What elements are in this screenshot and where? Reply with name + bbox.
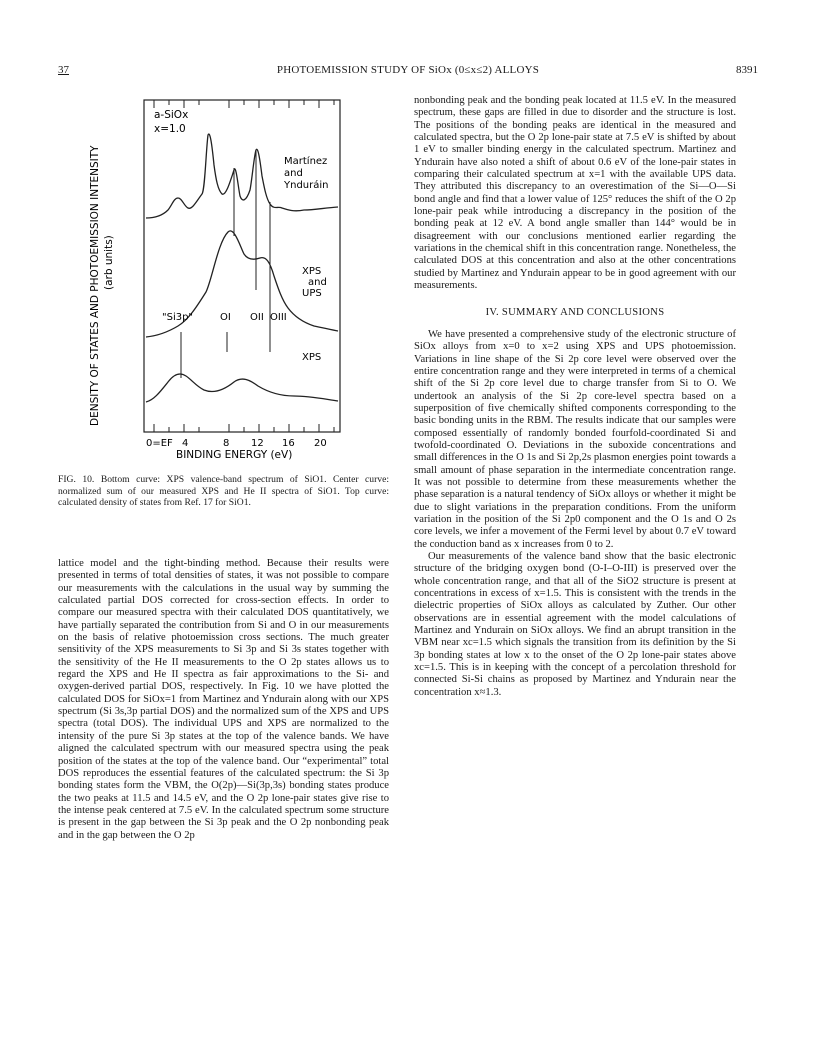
right-column [414,95,736,699]
right-paragraph-continued: nonbonding peak and the bonding peak located at 11.5 eV. In the measured spectrum, these gaps are filled in due to disorder and the structure is lost. The positions of the bonding peaks are identical in the measured and calculated spectra, but the O 2p lone-pair state at 7.5 eV is shifted by about 1 eV to smaller binding energy in the calculated spectrum. Martinez and Yndurain have also noted a shift of about 0.6 eV of the lone-pair states in comparing their calculated spectrum at x=1 with the available UPS data. They attributed this discrepancy to an overestimation of the Si—O—Si bond angle and find that a lower value of 125° reduces the shift of the O 2p lone-pair peak while introducing a discrepancy in the position of the bonding peak at 12 eV. A bond angle smaller than 144° would be in disagreement with our conclusions mentioned earlier regarding the variations in the chemical shift in this concentration range. Nonetheless, the calculated DOS at this concentration and also at the other concentrations studied by Martinez and Yndurain appear to be in good agreement with our measurements. [414,95,736,292]
figure-10 [84,90,354,460]
dos-plot [84,90,354,460]
xtick-4: 4 [182,438,189,449]
label-middle-curve-2: and [308,277,327,288]
page-label: 37 [58,64,69,76]
peak-label-oi: OI [220,312,231,323]
xtick-20: 20 [314,438,327,449]
left-column [58,558,389,842]
xtick-16: 16 [282,438,295,449]
peak-label-si3p: "Si3p" [162,312,194,323]
xtick-8: 8 [223,438,230,449]
label-top-curve-1: Martínez [284,156,328,167]
x-axis-label: BINDING ENERGY (eV) [176,449,293,460]
peak-label-oii: OII [250,312,264,323]
label-bottom-curve: XPS [302,352,322,363]
sample-label: a-SiOx [154,109,189,121]
label-top-curve-3: Ynduráin [284,180,329,191]
peak-markers [181,150,270,378]
section-heading: IV. SUMMARY AND CONCLUSIONS [485,306,665,318]
label-middle-curve-3: UPS [302,288,322,299]
summary-paragraph-1: We have presented a comprehensive study of the electronic structure of SiOx alloys from x=0 to x=2 using XPS and UPS photoemission. Variations in line shape of the Si 2p core level were observed over the entire concentration range and they were interpreted in terms of a chemical shift of the Si 2p core level due to charge transfer from Si to O. We undertook an analysis of the Si 2p core-level spectra based on a superposition of five chemically shifted components corresponding to the basic bonding units in the RBM. The results indicate that our samples were composed essentially of randomly bonded fourfold-coordinated Si and twofold-coordinated O. Deviations in the suboxide concentrations and small differences in the O 1s and Si 2p,2s plasmon energies point towards a small amount of phase separation in the intermediate concentration range. It was not possible to determine from these measurements whether the phase separation is a natural tendency of SiOx alloys or whether it might be due to slight variations in the preparation conditions. From the uniform variation in the position of the Si 2p0 component and the O 1s and O 2s core levels, we infer a movement of the Fermi level by about 0.7 eV toward the conduction band as x increases from 0 to 2. [414,328,736,550]
page-number: 8391 [736,64,758,76]
y-axis-label: DENSITY OF STATES AND PHOTOEMISSION INTENSITY [89,145,101,426]
figure-caption [58,474,389,509]
peak-label-oiii: OIII [270,312,287,323]
label-top-curve-2: and [284,168,303,179]
x-label: x=1.0 [154,123,186,135]
xtick-12: 12 [251,438,264,449]
left-paragraph: lattice model and the tight-binding method. Because their results were presented in terms of total densities of states, it was not possible to compare our measurements with the calculations in the usual way by summing the calculated partial DOS corrected for cross-section effects. In order to compare our measured spectra with their calculated DOS quantitatively, we have partially separated the contribution from Si and O in our measurements on the basis of relative photoemission cross sections. The much greater sensitivity of the XPS measurements to Si 3p and Si 3s states together with the sensitivity of the He II measurements to the O 2p states allows us to regard the XPS and He II spectra as fair approximations to the Si- and oxygen-derived partial DOS, respectively. In Fig. 10 we have plotted the calculated DOS for SiOx=1 from Martinez and Yndurain along with our XPS spectrum (Si 3s,3p partial DOS) and the normalized sum of the XPS and UPS spectra (total DOS). The individual UPS and XPS are normalized to the intensity of the pure Si 3p states at the top of the valence bands. We have aligned the calculated spectrum with our measured spectra using the peak position of the states at the top of the valence band. Our “experimental” total DOS reproduces the essential features of the calculated spectrum: the Si 3p bonding states form the VBM, the O(2p)—Si(3p,3s) bonding states produce the two peaks at 11.5 and 14.5 eV, and the O 2p lone-pair states give rise to the intense peak centered at 7.5 eV. In the calculated spectrum some structure is present in the gap between the Si 3p peak and the O 2p nonbonding peak and in the gap between the O 2p [58,558,389,841]
running-title: PHOTOEMISSION STUDY OF SiOx (0≤x≤2) ALLOYS [276,64,540,76]
summary-paragraph-2: Our measurements of the valence band show that the basic electronic structure of the bridging oxygen bond (O-I–O-III) is preserved over the whole concentration range, and that all of the SiO2 structure is present at concentrations in excess of x=1.5. This is consistent with the trends in the dielectric properties of SiOx alloys as calculated by Zuther. Our other observations are in essential agreement with the model calculations of Martinez and Yndurain on SiOx alloys. We find an abrupt transition in the VBM near xc=1.5 which signals the transition from its definition by the Si 3p bonding states at low x to the onset of the O 2p lone-pair states above xc=1.5. This is in keeping with the concept of a percolation threshold for connected Si-Si chains as proposed by Martinez and Yndurain near the concentration x≈1.3. [414,551,736,698]
figure-caption-text: FIG. 10. Bottom curve: XPS valence-band spectrum of SiO1. Center curve: normalized sum of our measured XPS and He II spectra of SiO1. Top curve: calculated density of states from Ref. 17 for SiO1. [58,474,389,509]
curve-calculated-dos [146,134,338,218]
y-axis-units: (arb units) [103,235,115,290]
running-header [58,64,758,80]
xtick-0: 0=EF [146,438,173,449]
label-middle-curve-1: XPS [302,266,322,277]
curve-xps [146,374,338,402]
